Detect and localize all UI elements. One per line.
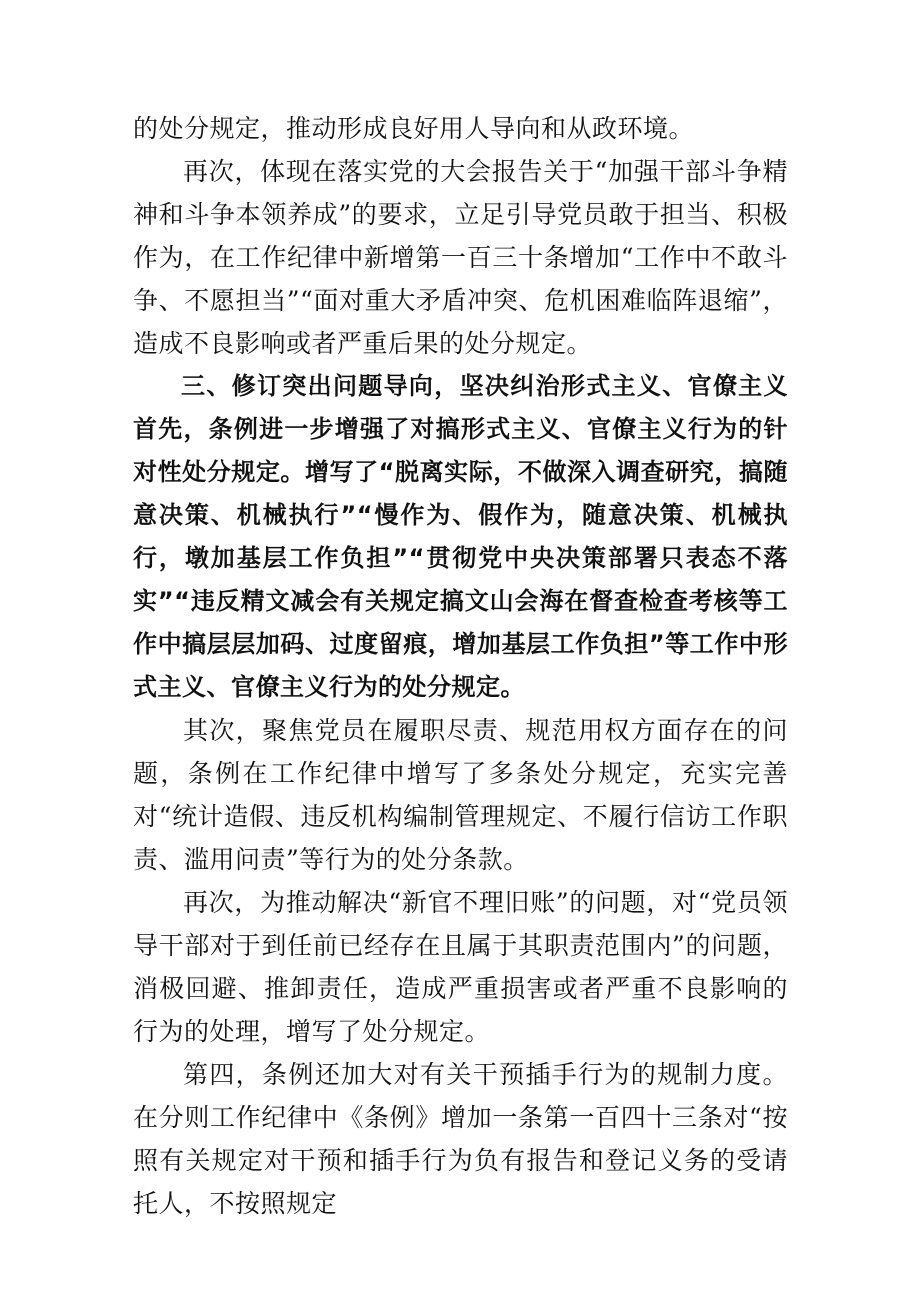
document-page <box>133 107 788 1225</box>
paragraph-duty-performance: 其次，聚焦党员在履职尽责、规范用权方面存在的问题，条例在工作纪律中增写了多条处分规定，充实完善对“统计造假、违反机构编制管理规定、不履行信访工作职责、滥用问责”等行为的处分条款。 <box>133 716 788 874</box>
paragraph-old-accounts: 再次，为推动解决“新官不理旧账”的问题，对“党员领导干部对于到任前已经存在且属于其职责范围内”的问题，消极回避、推卸责任，造成严重损害或者严重不良影响的行为的处理，增写了处分规定。 <box>133 888 788 1046</box>
paragraph-interference: 第四，条例还加大对有关干预插手行为的规制力度。在分则工作纪律中《条例》增加一条第一百四十三条对“按照有关规定对干预和插手行为负有报告和登记义务的受请托人，不按照规定 <box>133 1060 788 1218</box>
paragraph-continuation: 的处分规定，推动形成良好用人导向和从政环境。 <box>133 114 695 143</box>
paragraph-struggle-spirit: 再次，体现在落实党的大会报告关于“加强干部斗争精神和斗争本领养成”的要求，立足引导党员敢于担当、积极作为，在工作纪律中新增第一百三十条增加“工作中不敢斗争、不愿担当”“面对重大矛盾冲突、危机困难临阵退缩”，造成不良影响或者严重后果的处分规定。 <box>133 157 788 358</box>
paragraph-section-three-heading: 三、修订突出问题导向，坚决纠治形式主义、官僚主义首先，条例进一步增强了对搞形式主义、官僚主义行为的针对性处分规定。增写了“脱离实际，不做深入调查研究，搞随意决策、机械执行”“慢作为、假作为，随意决策、机械执行，墩加基层工作负担”“贯彻党中央决策部署只表态不落实”“违反精文减会有关规定搞文山会海在督查检查考核等工作中搞层层加码、过度留痕，增加基层工作负担”等工作中形式主义、官僚主义行为的处分规定。 <box>133 372 788 701</box>
